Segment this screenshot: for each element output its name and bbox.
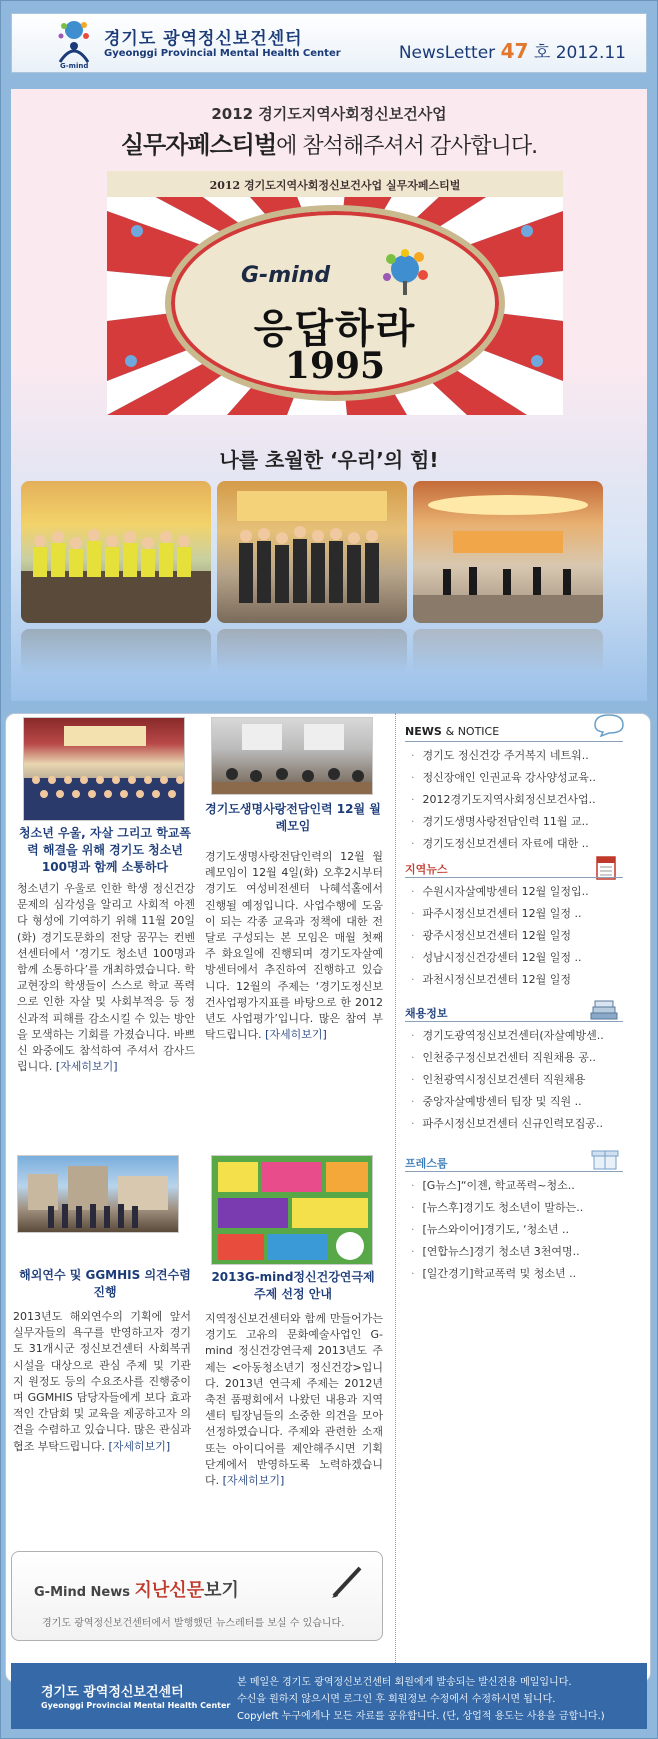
article-4-body	[205, 1311, 383, 1489]
press-divider	[405, 1171, 623, 1172]
poster-year: 1995	[284, 345, 386, 387]
news-divider	[405, 741, 623, 742]
footer-line-3: Copyleft 누구에게나 모든 자료를 공유합니다. (단, 상업적 용도는 사용을 금합니다.)	[237, 1711, 605, 1722]
job-item[interactable]: · 파주시정신보건센터 신규인력모집공..	[411, 1115, 603, 1131]
header	[11, 13, 647, 73]
press-item[interactable]: · [뉴스후]경기도 청소년이 말하는..	[411, 1199, 583, 1215]
org-name-kor: 경기도 광역정신보건센터	[104, 29, 303, 49]
photo-reflection	[21, 629, 211, 673]
gbox-prefix: G-Mind News	[34, 1585, 130, 1600]
festival-poster	[107, 171, 563, 415]
banner-line2	[11, 125, 647, 160]
festival-photo-3	[413, 481, 603, 623]
conference-photo-icon	[24, 718, 185, 821]
article-4-title[interactable]: 2013G-mind정신건강연극제 주제 선정 안내	[211, 1270, 375, 1301]
article-1-more-link[interactable]: [자세히보기]	[55, 1060, 118, 1074]
poster-subtitle: 2012 경기도지역사회정신보건사업 실무자페스티벌	[209, 179, 461, 192]
org-name-eng: Gyeonggi Provincial Mental Health Center	[104, 48, 341, 59]
article-2-more-link[interactable]: [자세히보기]	[265, 1028, 327, 1042]
banner-slogan: 나를 초월한 ‘우리’의 힘!	[219, 448, 439, 472]
article-1-title[interactable]: 청소년 우울, 자살 그리고 학교폭력 해결을 위해 경기도 청소년 100명과 함께 소통하다	[19, 826, 191, 874]
issue-number: 47	[500, 39, 529, 63]
footer-line-1: 본 메일은 경기도 광역정신보건센터 회원에게 발송되는 발신전용 메일입니다.	[237, 1677, 572, 1688]
local-news-item[interactable]: · 성남시정신건강센터 12월 일정 ..	[411, 949, 582, 965]
news-item[interactable]: · 경기도생명사랑전담인력 11월 교..	[411, 813, 589, 829]
article-1-image[interactable]	[23, 717, 185, 821]
issue-info	[399, 38, 626, 63]
g-mind-logo-icon	[50, 18, 96, 68]
news-item[interactable]: · 2012경기도지역사회정신보건사업..	[411, 791, 596, 807]
news-item[interactable]: · 정신장애인 인권교육 강사양성교육..	[411, 769, 596, 785]
news-heading-rest: & NOTICE	[445, 725, 500, 738]
travel-photo-icon	[18, 1156, 179, 1233]
festival-banner[interactable]	[11, 89, 647, 701]
newsletter-label: NewsLetter	[398, 43, 496, 63]
festival-photo-1	[21, 481, 211, 623]
banner-line1: 2012 경기도지역사회정신보건사업	[211, 105, 447, 123]
column-divider	[395, 713, 396, 1673]
gbox-suffix: 보기	[204, 1580, 239, 1601]
photo-reflection	[217, 629, 407, 673]
press-item[interactable]: · [연합뉴스]경기 청소년 3천여명..	[411, 1243, 580, 1259]
jobs-divider	[405, 1021, 623, 1022]
article-4-more-link[interactable]: [자세히보기]	[222, 1474, 285, 1488]
jobs-heading: 채용정보	[405, 1007, 448, 1020]
local-news-item[interactable]: · 수원시자살예방센터 12월 일정입..	[411, 883, 589, 899]
footer-org-eng: Gyeonggi Provincial Mental Health Center	[41, 1701, 231, 1710]
gbox-highlight: 지난신문	[134, 1580, 205, 1601]
poster-title: 응답하라	[253, 306, 417, 352]
local-news-heading: 지역뉴스	[405, 863, 448, 876]
article-1-text: 청소년기 우울로 인한 학생 정신건강문제의 심각성을 알리고 사회적 아젠다 형성에 기여하기 위해 11월 20일(화) 경기도문화의 전당 꿈꾸는 컨벤 션센터에서 ‘경기도 청소년 100명과 함께 소통하다’를 개최하였습니다. 학교현장의 학생들이 스스로 학교 폭력으로 인한 자살 및 사회부적응 등 정신과적 피해를 감소시킬 수 있는 방안을 모색하는 기회를 가졌습니다. 바쁘신 와중에도 참석하여 주셔서 감사드립니다.	[17, 882, 195, 1074]
article-2-title[interactable]: 경기도생명사랑전담인력 12월 월례모임	[205, 802, 381, 833]
article-2-text: 경기도생명사랑전담인력의 12월 월례모임이 12월 4일(화) 오후2시부터 경기도 여성비전센터 나혜석홀에서 진행될 예정입니다. 사업수행에 도움 이 되는 각종 교육과 정책에 대한 전달로 구성되는 본 모임은 매월 첫째 주 화요일에 진행되며 경기도자살예방센터에서 추진하여 진행하고 있습니다. 12월의 주제는 ‘경기도정신보건사업평가지표를 바탕으로 한 2012년도 사업평가’입니다. 많은 참여 부탁드립니다.	[205, 850, 383, 1042]
news-item[interactable]: · 경기도 정신건강 주거복지 네트워..	[411, 747, 589, 763]
news-item[interactable]: · 경기도정신보건센터 자료에 대한 ..	[411, 835, 589, 851]
local-news-item[interactable]: · 과천시정신보건센터 12월 일정	[411, 971, 571, 987]
press-item[interactable]: · [일간경기]학교폭력 및 청소년 ..	[411, 1265, 576, 1281]
article-4-text: 지역정신보건센터와 함께 만들어가는 경기도 고유의 문화예술사업인 G-mind 정신건강연극제 2013년도 주제는 <아동청소년기 정신건강>입니다. 2013년 연극제 주제는 2012년 축전 품평회에서 나왔던 내용과 지역 센터 팀장님들의 소중한 의견을 모아 선정하였습니다. 주제와 관련한 소재 또는 아이디어를 제안해주시면 기획 단계에서 반영하도록 노력하겠습니다.	[205, 1312, 383, 1488]
banner-line2-rest: 에 참석해주셔서 감사합니다.	[276, 134, 538, 159]
festival-photo-2	[217, 481, 407, 623]
footer	[11, 1663, 647, 1729]
footer-org-kor: 경기도 광역정신보건센터	[41, 1685, 184, 1700]
article-2-image[interactable]	[211, 717, 373, 795]
photo-reflection	[413, 629, 603, 673]
past-newsletters-button[interactable]	[11, 1551, 383, 1641]
article-2-body	[205, 849, 383, 1043]
footer-line-2: 수신을 원하지 않으시면 로그인 후 회원정보 수정에서 수정하시면 됩니다.	[237, 1694, 556, 1705]
issue-date: 2012.11	[555, 43, 626, 63]
article-3-text: 2013년도 해외연수의 기획에 앞서 실무자들의 욕구를 반영하고자 경기도 31개시군 정신보건센터 사회복귀시설을 대상으로 관심 주제 및 기관 지 원정도 등의 수요조사를 진행중이며 GGMHIS 담당자들에게 보다 효과적인 간담회 및 교육을 제공하고자 의견을 수렴하고 있습니다. 많은 관심과 협조 부탁드립니다.	[13, 1310, 191, 1453]
article-4-image[interactable]	[211, 1155, 373, 1265]
press-room-heading: 프레스룸	[405, 1157, 448, 1170]
pen-icon	[326, 1562, 366, 1602]
news-notice-heading	[405, 725, 499, 738]
gift-box-icon	[591, 1145, 619, 1171]
news-heading-bold: NEWS	[405, 725, 442, 738]
group-photo-icon	[21, 481, 211, 623]
article-3-body	[13, 1309, 191, 1455]
job-item[interactable]: · 인천중구정신보건센터 직원채용 공..	[411, 1049, 596, 1065]
job-item[interactable]: · 인천광역시정신보건센터 직원채용	[411, 1071, 585, 1087]
local-news-item[interactable]: · 파주시정신보건센터 12월 일정 ..	[411, 905, 582, 921]
issue-suffix: 호	[533, 43, 551, 63]
speech-bubble-icon	[591, 711, 627, 737]
hall-photo-icon	[413, 481, 603, 623]
colorful-tree-icon	[377, 247, 433, 297]
article-3-image[interactable]	[17, 1155, 179, 1233]
banner-line2-bold: 실무자페스티벌	[120, 131, 277, 159]
poster-gmind: G-mind	[241, 263, 331, 288]
job-item[interactable]: · 경기도광역정신보건센터(자살예방센..	[411, 1027, 604, 1043]
past-newsletters-desc: 경기도 광역정신보건센터에서 발행했던 뉴스레터를 보실 수 있습니다.	[42, 1618, 345, 1629]
poster-oval	[165, 205, 505, 401]
logo-badge: G-mind	[60, 62, 89, 70]
article-3-title[interactable]: 해외연수 및 GGMHIS 의견수렴 진행	[19, 1268, 191, 1299]
group-photo-icon	[217, 481, 407, 623]
books-icon	[589, 999, 619, 1023]
article-1-body	[17, 881, 195, 1075]
theater-poster-icon	[212, 1156, 373, 1265]
press-item[interactable]: · [뉴스와이어]경기도, ‘청소년 ..	[411, 1221, 569, 1237]
job-item[interactable]: · 중앙자살예방센터 팀장 및 직원 ..	[411, 1093, 582, 1109]
press-item[interactable]: · [G뉴스]“이젠, 학교폭력~청소..	[411, 1177, 575, 1193]
past-newsletters-title	[34, 1576, 239, 1602]
local-divider	[405, 877, 623, 878]
local-news-item[interactable]: · 광주시정신보건센터 12월 일정	[411, 927, 571, 943]
meeting-photo-icon	[212, 718, 373, 795]
article-3-more-link[interactable]: [자세히보기]	[108, 1439, 171, 1453]
